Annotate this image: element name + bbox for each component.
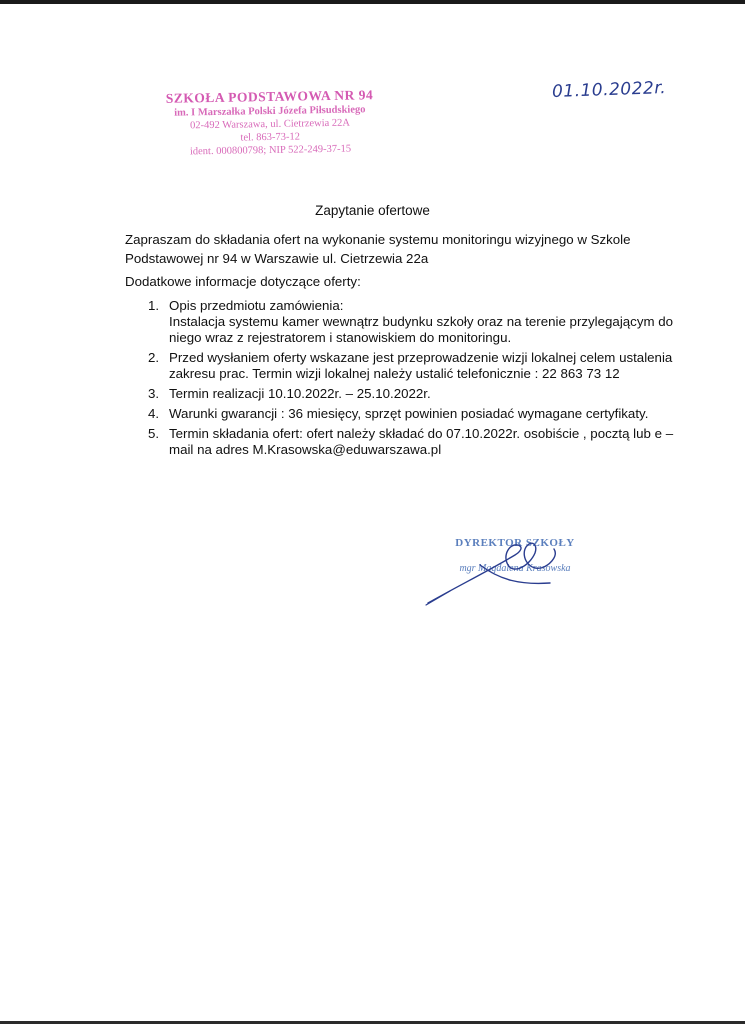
list-item-detail: Instalacja systemu kamer wewnątrz budynku szkoły oraz na terenie przylegającym do niego wraz z rejestratorem i stanowiskiem do monitoringu. [169, 314, 674, 345]
list-item [125, 406, 695, 422]
list-item-number: 5. [148, 426, 160, 441]
list-item-number: 4. [148, 406, 160, 421]
list-item-text: Termin składania ofert: ofert należy składać do 07.10.2022r. osobiście , pocztą lub e – mail na adres M.Krasowska@eduwarszawa.pl [169, 426, 674, 457]
handwritten-date: 01.10.2022r. [551, 78, 667, 102]
list-item-text: Warunki gwarancji : 36 miesięcy, sprzęt powinien posiadać wymagane certyfikaty. [169, 406, 649, 421]
list-item [125, 386, 695, 402]
list-item-number: 3. [148, 386, 160, 401]
list-item-text: Termin realizacji 10.10.2022r. – 25.10.2022r. [169, 386, 431, 401]
school-stamp-name: SZKOŁA PODSTAWOWA NR 94 [165, 87, 374, 106]
list-item-text: Przed wysłaniem oferty wskazane jest przeprowadzenie wizji lokalnej celem ustalenia zakresu prac. Termin wizji lokalnej należy ustalić telefonicznie : 22 863 73 12 [169, 350, 673, 381]
school-stamp-address: 02-492 Warszawa, ul. Cietrzewia 22A [189, 117, 351, 132]
document-title: Zapytanie ofertowe [315, 203, 430, 218]
director-stamp-name: mgr Magdalena Krasowska [459, 563, 571, 574]
scan-edge-top [0, 0, 745, 4]
director-stamp-title: DYREKTOR SZKOŁY [455, 537, 575, 549]
list-item-number: 2. [148, 350, 160, 365]
info-list [125, 298, 695, 462]
school-stamp-ids: ident. 000800798; NIP 522-249-37-15 [189, 143, 352, 158]
school-stamp-phone: tel. 863-73-12 [240, 131, 301, 144]
list-item [125, 350, 695, 382]
list-item [125, 426, 695, 458]
list-item-number: 1. [148, 298, 160, 313]
list-item-text: Opis przedmiotu zamówienia: [169, 298, 344, 313]
extra-info-heading: Dodatkowe informacje dotyczące oferty: [125, 274, 361, 289]
intro-paragraph: Zapraszam do składania ofert na wykonanie systemu monitoringu wizyjnego w Szkole Podstawowej nr 94 w Warszawie ul. Cietrzewia 22a [125, 232, 631, 266]
list-item [125, 298, 695, 346]
school-stamp-patron: im. I Marszałka Polski Józefa Piłsudskiego [174, 104, 366, 119]
school-stamp [149, 86, 390, 159]
handwritten-signature-icon [420, 525, 580, 615]
